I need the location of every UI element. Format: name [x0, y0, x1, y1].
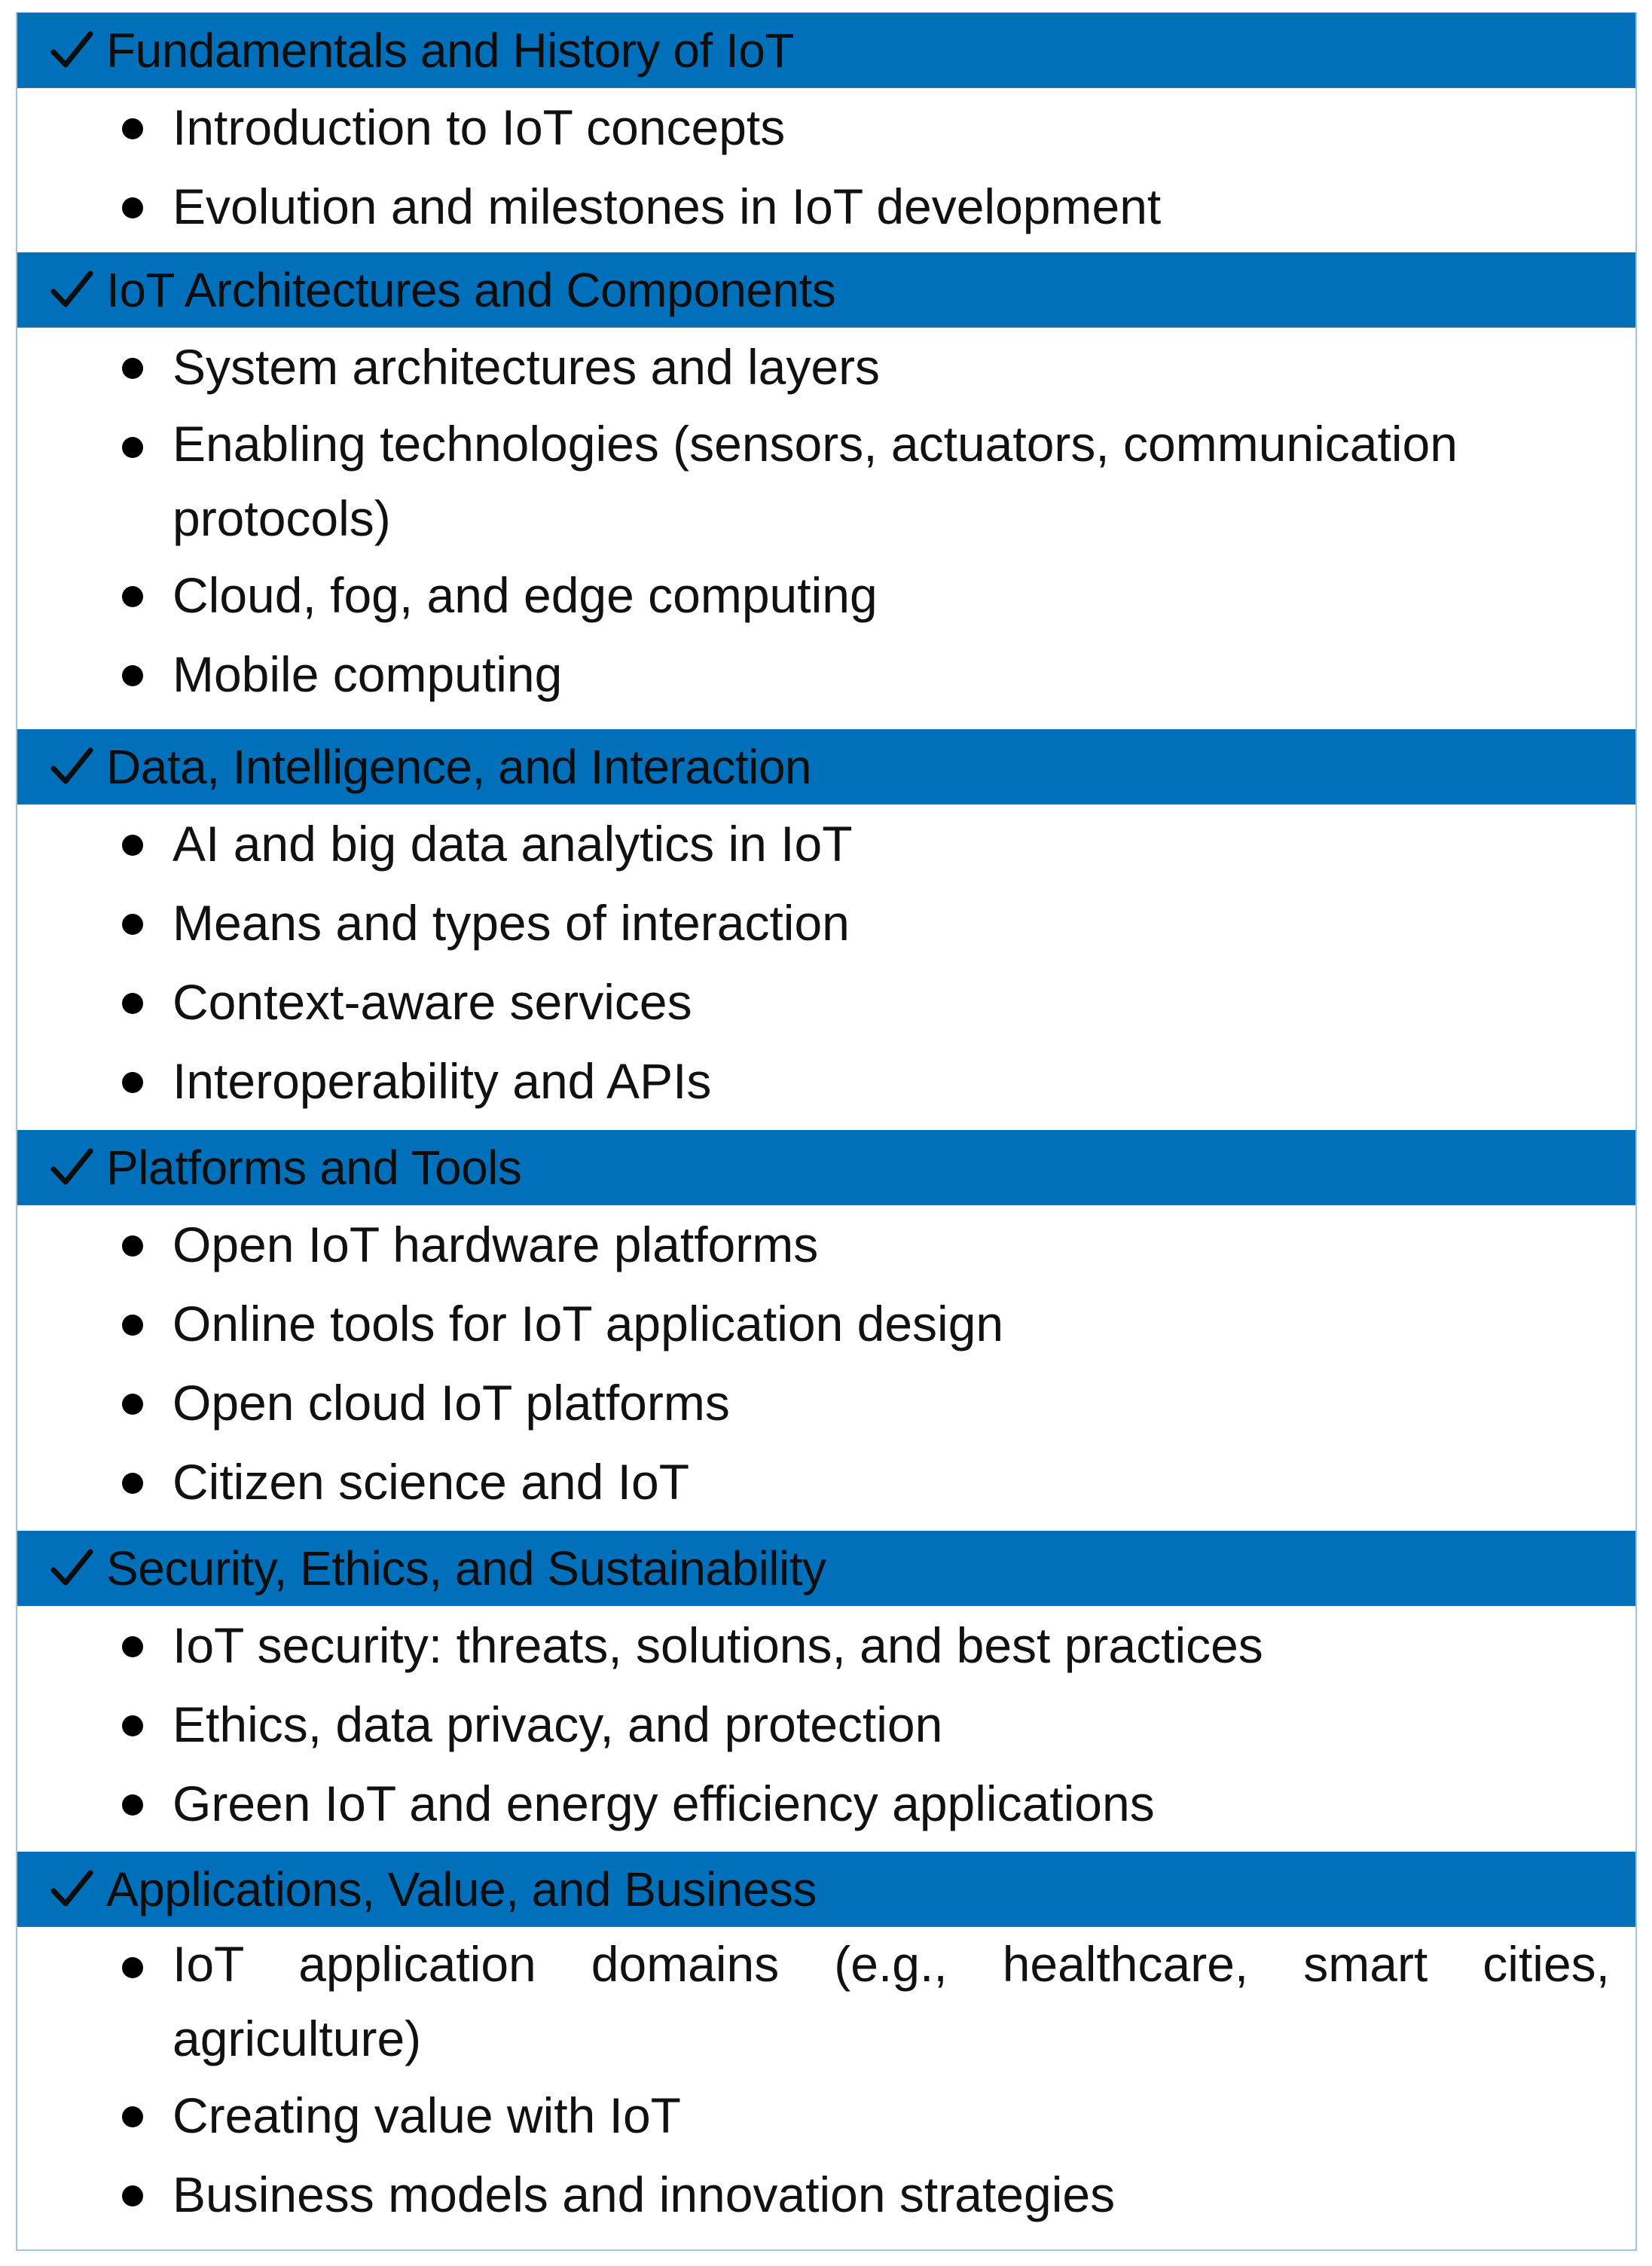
- check-icon: [47, 1544, 96, 1593]
- topic-item: [17, 963, 1635, 1042]
- topic-text: Ethics, data privacy, and protection: [173, 1696, 943, 1752]
- section-title: Security, Ethics, and Sustainability: [106, 1541, 826, 1596]
- section-title: Applications, Value, and Business: [106, 1861, 817, 1916]
- topic-item: [17, 1927, 1635, 2076]
- section-title: Data, Intelligence, and Interaction: [106, 739, 811, 794]
- bullet-icon: [122, 1072, 143, 1093]
- topic-item: [17, 1205, 1635, 1284]
- bullet-icon: [122, 1394, 143, 1415]
- iot-syllabus-outline: [16, 12, 1637, 2251]
- topic-item: [17, 805, 1635, 884]
- bullet-icon: [122, 2185, 143, 2206]
- topic-item: [17, 1606, 1635, 1685]
- check-icon: [47, 1144, 96, 1192]
- bullet-icon: [122, 1473, 143, 1494]
- topic-item: [17, 88, 1635, 167]
- topic-item: [17, 2155, 1635, 2234]
- bullet-icon: [122, 1636, 143, 1657]
- topic-item: [17, 328, 1635, 407]
- bullet-icon: [122, 835, 143, 856]
- section-header-fundamentals: [17, 13, 1635, 88]
- bullet-icon: [122, 1315, 143, 1336]
- topic-item: [17, 635, 1635, 714]
- section-title: Fundamentals and History of IoT: [106, 23, 794, 78]
- check-icon: [47, 266, 96, 314]
- topic-list-applications: [17, 1927, 1635, 2234]
- bullet-icon: [122, 437, 143, 458]
- topic-list-fundamentals: [17, 88, 1635, 246]
- topic-item: [17, 556, 1635, 635]
- topic-item: [17, 1764, 1635, 1843]
- check-icon: [47, 1865, 96, 1913]
- topic-list-security: [17, 1606, 1635, 1843]
- bullet-icon: [122, 2106, 143, 2127]
- topic-text: Cloud, fog, and edge computing: [173, 567, 878, 623]
- topic-text: Creating value with IoT: [173, 2087, 681, 2143]
- topic-item: [17, 407, 1635, 556]
- topic-text: Open cloud IoT platforms: [173, 1375, 730, 1431]
- section-title: IoT Architectures and Components: [106, 262, 836, 317]
- section-title: Platforms and Tools: [106, 1140, 522, 1195]
- bullet-icon: [122, 1235, 143, 1257]
- topic-text: Green IoT and energy efficiency applications: [173, 1776, 1155, 1831]
- topic-text: Evolution and milestones in IoT development: [173, 179, 1162, 234]
- topic-text: Context-aware services: [173, 974, 692, 1030]
- topic-item: [17, 1364, 1635, 1443]
- bullet-icon: [122, 358, 143, 379]
- topic-text: IoT security: threats, solutions, and best practices: [173, 1617, 1263, 1673]
- topic-text: Introduction to IoT concepts: [173, 99, 786, 155]
- bullet-icon: [122, 914, 143, 935]
- bullet-icon: [122, 1794, 143, 1816]
- topic-item: [17, 1042, 1635, 1121]
- check-icon: [47, 26, 96, 75]
- section-header-data-intelligence: [17, 729, 1635, 805]
- topic-list-data-intelligence: [17, 805, 1635, 1121]
- topic-text: Open IoT hardware platforms: [173, 1217, 819, 1272]
- topic-text: Mobile computing: [173, 646, 563, 702]
- bullet-icon: [122, 993, 143, 1014]
- topic-text: Means and types of interaction: [173, 895, 850, 951]
- topic-list-architectures: [17, 328, 1635, 714]
- topic-text: Enabling technologies (sensors, actuators, communication protocols): [173, 416, 1458, 546]
- section-header-platforms: [17, 1130, 1635, 1205]
- topic-text: IoT application domains (e.g., healthcare, smart cities, agriculture): [173, 1936, 1610, 2066]
- topic-text: System architectures and layers: [173, 339, 881, 395]
- topic-text: Online tools for IoT application design: [173, 1296, 1004, 1351]
- topic-text: AI and big data analytics in IoT: [173, 816, 853, 872]
- topic-text: Citizen science and IoT: [173, 1454, 690, 1510]
- topic-item: [17, 2076, 1635, 2155]
- bullet-icon: [122, 1957, 143, 1978]
- topic-item: [17, 1443, 1635, 1522]
- topic-text: Business models and innovation strategies: [173, 2167, 1116, 2222]
- bullet-icon: [122, 118, 143, 139]
- bullet-icon: [122, 586, 143, 607]
- section-header-applications: [17, 1852, 1635, 1927]
- topic-text: Interoperability and APIs: [173, 1053, 712, 1109]
- topic-item: [17, 1685, 1635, 1764]
- topic-item: [17, 167, 1635, 246]
- topic-list-platforms: [17, 1205, 1635, 1522]
- topic-item: [17, 1284, 1635, 1364]
- check-icon: [47, 743, 96, 791]
- bullet-icon: [122, 665, 143, 686]
- bullet-icon: [122, 197, 143, 218]
- section-header-security: [17, 1531, 1635, 1606]
- section-header-architectures: [17, 252, 1635, 328]
- topic-item: [17, 884, 1635, 963]
- bullet-icon: [122, 1715, 143, 1736]
